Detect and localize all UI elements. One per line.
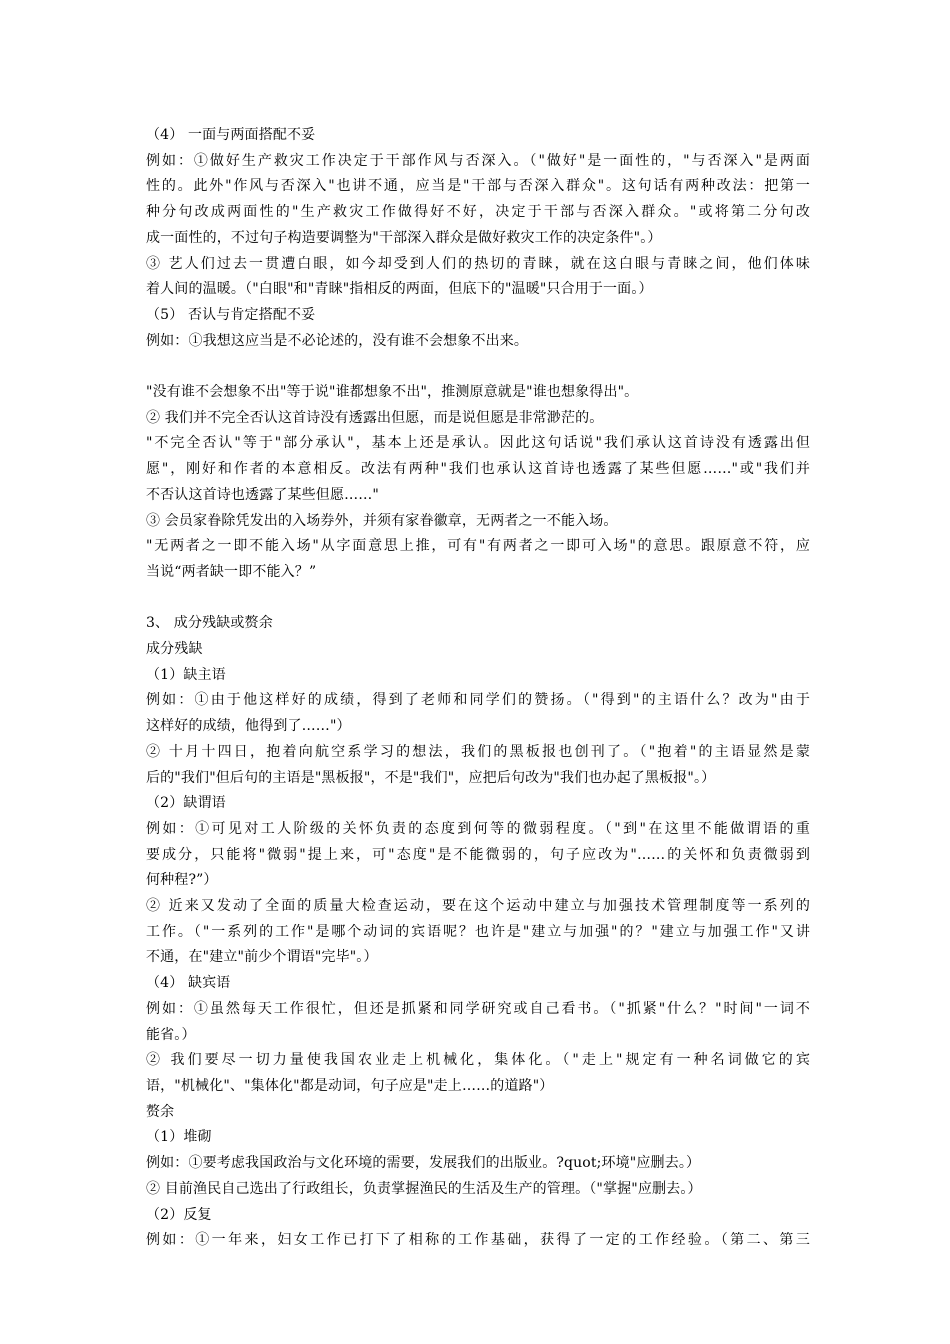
text-line: 要成分，只能将"微弱"提上来，可"态度"是不能微弱的，句子应改为"……的关怀和负责微弱到 bbox=[146, 846, 810, 863]
text-line: 当说“两者缺一即不能入？” bbox=[146, 563, 317, 580]
text-line: ② 我们要尽一切力量使我国农业走上机械化，集体化。（"走上"规定有一种名词做它的宾 bbox=[146, 1052, 810, 1069]
text-line: "不完全否认"等于"部分承认"，基本上还是承认。因此这句话说"我们承认这首诗没有透露出但 bbox=[146, 435, 810, 452]
text-line: 例如：①一年来，妇女工作已打下了相称的工作基础，获得了一定的工作经验。（第二、第三 bbox=[146, 1232, 810, 1249]
text-line: "没有谁不会想象不出"等于说"谁都想象不出"，推测原意就是"谁也想象得出"。 bbox=[146, 384, 639, 401]
text-line: ② 目前渔民自己选出了行政组长，负责掌握渔民的生活及生产的管理。（"掌握"应删去。） bbox=[146, 1180, 702, 1197]
text-line: 不否认这首诗也透露了某些但愿……" bbox=[146, 486, 379, 503]
text-line: 例如：①要考虑我国政治与文化环境的需要，发展我们的出版业。?quot;环境"应删去。） bbox=[146, 1155, 701, 1172]
text-line: ② 十月十四日，抱着向航空系学习的想法，我们的黑板报也创刊了。（"抱着"的主语显然是蒙 bbox=[146, 743, 810, 760]
blank-line bbox=[146, 354, 810, 380]
document-body bbox=[146, 123, 810, 1254]
text-line: 语，"机械化"、"集体化"都是动词，句子应是"走上……的道路"） bbox=[146, 1077, 554, 1094]
text-line: 例如：①由于他这样好的成绩，得到了老师和同学们的赞扬。（"得到"的主语什么？改为"由于 bbox=[146, 692, 810, 709]
text-line: 性的。此外"作风与否深入"也讲不通，应当是"干部与否深入群众"。这句话有两种改法：把第一 bbox=[146, 178, 810, 195]
text-line: （2）反复 bbox=[146, 1206, 212, 1223]
text-line: （4） 缺宾语 bbox=[146, 975, 231, 992]
text-line: 工作。（"一系列的工作"是哪个动词的宾语呢？也许是"建立与加强"的？"建立与加强工作"又讲 bbox=[146, 923, 810, 940]
text-line: （1）缺主语 bbox=[146, 666, 226, 683]
text-line: 这样好的成绩，他得到了……"） bbox=[146, 718, 351, 735]
blank-line bbox=[146, 586, 810, 612]
text-line: （4） 一面与两面搭配不妥 bbox=[146, 127, 316, 143]
text-line: ③ 会员家眷除凭发出的入场券外，并须有家眷徽章，无两者之一不能入场。 bbox=[146, 512, 618, 529]
text-line: 能省。） bbox=[146, 1026, 196, 1043]
text-line: （2）缺谓语 bbox=[146, 795, 226, 812]
text-line: 例如：①我想这应当是不必论述的，没有谁不会想象不出来。 bbox=[146, 332, 529, 349]
text-line: ③ 艺人们过去一贯遭白眼，如今却受到人们的热切的青睐，就在这白眼与青睐之间，他们体味 bbox=[146, 255, 810, 272]
text-line: 例如：①做好生产救灾工作决定于干部作风与否深入。（"做好"是一面性的，"与否深入"是两面 bbox=[146, 152, 810, 169]
text-line: 3、 成分残缺或赘余 bbox=[146, 615, 273, 632]
text-line: ② 我们并不完全否认这首诗没有透露出但愿，而是说但愿是非常渺茫的。 bbox=[146, 409, 604, 426]
text-line: 例如：①可见对工人阶级的关怀负责的态度到何等的微弱程度。（"到"在这里不能做谓语的重 bbox=[146, 820, 810, 837]
text-line: 着人间的温暖。（"白眼"和"青睐"指相反的两面，但底下的"温暖"只合用于一面。） bbox=[146, 281, 653, 298]
text-line: 种分句改成两面性的"生产救灾工作做得好不好，决定于干部与否深入群众。"或将第二分句改 bbox=[146, 204, 810, 221]
text-line: ② 近来又发动了全面的质量大检查运动，要在这个运动中建立与加强技术管理制度等一系列的 bbox=[146, 898, 810, 915]
text-line: 后的"我们"但后句的主语是"黑板报"，不是"我们"，应把后句改为"我们也办起了黑板报"。） bbox=[146, 769, 716, 786]
text-line: （1）堆砌 bbox=[146, 1129, 212, 1146]
text-line: （5） 否认与肯定搭配不妥 bbox=[146, 306, 316, 323]
text-line: 何种程?”） bbox=[146, 872, 218, 889]
text-line: "无两者之一即不能入场"从字面意思上推，可有"有两者之一即可入场"的意思。跟原意不符，应 bbox=[146, 538, 810, 555]
text-line: 成一面性的，不过句子构造要调整为"干部深入群众是做好救灾工作的决定条件"。） bbox=[146, 229, 662, 246]
text-line: 成分残缺 bbox=[146, 641, 203, 658]
text-line: 不通，在"建立"前少个谓语"完毕"。） bbox=[146, 949, 378, 966]
text-line: 赘余 bbox=[146, 1103, 175, 1120]
text-line: 例如：①虽然每天工作很忙，但还是抓紧和同学研究或自己看书。（"抓紧"什么？"时间"一词不 bbox=[146, 1000, 810, 1017]
text-line: 愿"，刚好和作者的本意相反。改法有两种"我们也承认这首诗也透露了某些但愿……"或"我们并 bbox=[146, 461, 810, 478]
